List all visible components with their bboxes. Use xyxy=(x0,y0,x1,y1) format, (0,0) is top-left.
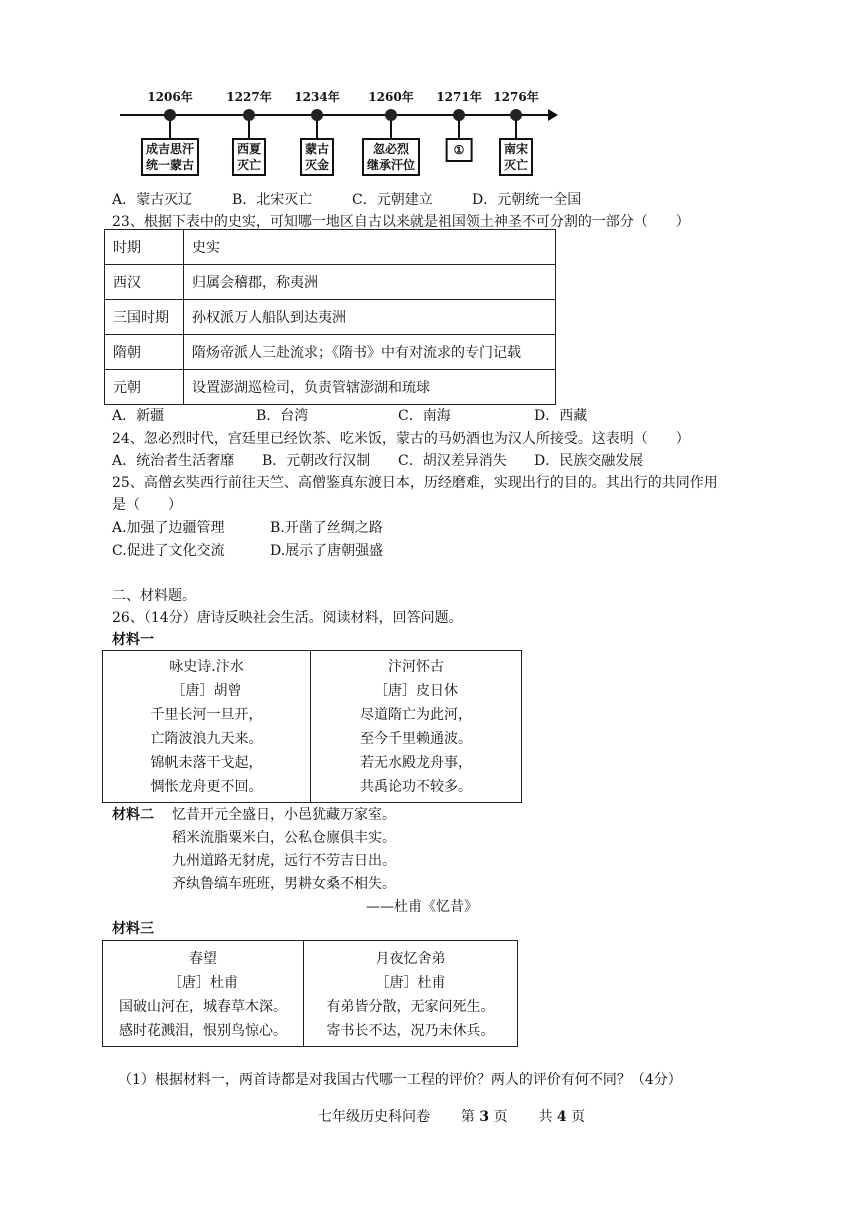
q24-stem: 24、忽必烈时代，宫廷里已经饮茶、吃米饭，蒙古的马奶酒也为汉人所接受。这表明（ ） xyxy=(112,431,690,447)
table-row xyxy=(105,230,556,265)
poem-line: 若无水殿龙舟事， xyxy=(360,755,472,771)
footer-total-suffix: 页 xyxy=(571,1109,586,1125)
q23-option-c: C．南海 xyxy=(398,408,451,424)
timeline-year: 1206年 xyxy=(147,90,193,104)
poem-line: 感时花溅泪，恨别鸟惊心。 xyxy=(119,1023,287,1039)
poem-author: ［唐］胡曾 xyxy=(171,683,242,699)
table-cell: 隋朝 xyxy=(105,335,184,370)
poem-title: 汴河怀古 xyxy=(388,659,444,675)
poem-line: 尽道隋亡为此河， xyxy=(360,707,472,723)
footer-page-suffix: 页 xyxy=(493,1109,508,1125)
timeline-arrow-icon xyxy=(548,109,558,121)
material2-label: 材料二 xyxy=(112,807,154,823)
q24-option-d: D．民族交融发展 xyxy=(534,453,644,469)
timeline-connector xyxy=(458,120,460,138)
poem-left xyxy=(103,941,304,1047)
poem-line: 至今千里赖通波。 xyxy=(360,731,472,747)
q24-option-c: C．胡汉差异消失 xyxy=(398,453,507,469)
poem-line: 寄书长不达，况乃未休兵。 xyxy=(326,1023,495,1039)
material2-line: 稻米流脂粟米白，公私仓廪俱丰实。 xyxy=(172,830,396,846)
timeline-connector xyxy=(316,120,318,138)
timeline-year: 1260年 xyxy=(368,90,414,104)
timeline xyxy=(112,88,572,188)
q22-option-a: A．蒙古灭辽 xyxy=(112,192,193,208)
timeline-axis xyxy=(120,114,550,116)
q25-option-a: A.加强了边疆管理 xyxy=(112,520,225,536)
table-row xyxy=(105,370,556,405)
poem-author: ［唐］杜甫 xyxy=(375,975,446,991)
table-cell: 元朝 xyxy=(105,370,184,405)
timeline-event-box: 蒙古 灭金 xyxy=(300,138,334,176)
poem-right xyxy=(311,651,522,803)
poem-left xyxy=(103,651,311,803)
page-footer xyxy=(318,1106,585,1126)
q23-option-a: A．新疆 xyxy=(112,408,165,424)
table-row xyxy=(105,300,556,335)
table-cell: 孙权派万人船队到达夷洲 xyxy=(184,300,556,335)
q25-stem-line2: 是（ ） xyxy=(112,497,182,513)
material1-poem-table xyxy=(102,650,522,803)
q25-stem-line1: 25、高僧玄奘西行前往天竺、高僧鉴真东渡日本，历经磨难，实现出行的目的。其出行的共同作用 xyxy=(112,475,718,491)
timeline-year: 1227年 xyxy=(226,90,272,104)
timeline-year: 1271年 xyxy=(436,90,482,104)
material2-line: 齐纨鲁缟车班班，男耕女桑不相失。 xyxy=(172,876,396,892)
poem-author: ［唐］杜甫 xyxy=(168,975,238,991)
material3-poem-table xyxy=(102,940,518,1047)
poem-line: 惆怅龙舟更不回。 xyxy=(150,779,263,795)
table-row xyxy=(103,651,522,803)
poem-title: 春望 xyxy=(189,951,217,967)
table-row xyxy=(103,941,518,1047)
poem-line: 锦帆未落干戈起， xyxy=(150,755,263,771)
material2-line: 九州道路无豺虎，远行不劳吉日出。 xyxy=(172,853,396,869)
table-cell: 三国时期 xyxy=(105,300,184,335)
q22-option-d: D．元朝统一全国 xyxy=(472,192,582,208)
table-row xyxy=(105,265,556,300)
poem-title: 咏史诗.汴水 xyxy=(169,659,244,675)
q25-option-c: C.促进了文化交流 xyxy=(112,543,225,559)
q23-option-d: D．西藏 xyxy=(534,408,588,424)
timeline-connector xyxy=(248,120,250,138)
timeline-year: 1234年 xyxy=(294,90,340,104)
table-header-cell: 时期 xyxy=(105,230,184,265)
footer-total-number: 4 xyxy=(556,1109,567,1125)
poem-line: 有弟皆分散，无家问死生。 xyxy=(326,999,495,1015)
table-row xyxy=(105,335,556,370)
material2-source: ——杜甫《忆昔》 xyxy=(366,899,478,915)
q23-stem: 23、根据下表中的史实，可知哪一地区自古以来就是祖国领土神圣不可分割的一部分（ ） xyxy=(112,214,690,230)
table-cell: 隋炀帝派人三赴流求；《隋书》中有对流求的专门记载 xyxy=(184,335,556,370)
timeline-event-box: 南宋 灭亡 xyxy=(499,138,533,176)
timeline-connector xyxy=(169,120,171,138)
q25-option-b: B.开凿了丝绸之路 xyxy=(270,520,383,536)
timeline-event-box: ① xyxy=(446,138,473,162)
poem-line: 千里长河一旦开， xyxy=(150,707,263,723)
poem-line: 共禹论功不较多。 xyxy=(360,779,472,795)
section-heading: 二、材料题。 xyxy=(112,588,196,604)
timeline-year: 1276年 xyxy=(493,90,539,104)
poem-title: 月夜忆舍弟 xyxy=(375,951,446,967)
material1-label: 材料一 xyxy=(112,632,154,648)
table-header-cell: 史实 xyxy=(184,230,556,265)
q24-option-b: B．元朝改行汉制 xyxy=(262,453,371,469)
q26-sub-question-1: （1）根据材料一，两首诗都是对我国古代哪一工程的评价？两人的评价有何不同？（4分） xyxy=(118,1072,682,1088)
history-table xyxy=(104,229,556,405)
q25-option-d: D.展示了唐朝强盛 xyxy=(270,543,384,559)
material3-label: 材料三 xyxy=(112,921,154,937)
timeline-event-box: 忽必烈 继承汗位 xyxy=(362,138,420,176)
q26-stem: 26、（14分）唐诗反映社会生活。阅读材料，回答问题。 xyxy=(112,610,463,626)
material2-line: 忆昔开元全盛日，小邑犹藏万家室。 xyxy=(172,807,396,823)
table-cell: 设置澎湖巡检司，负责管辖澎湖和琉球 xyxy=(184,370,556,405)
poem-line: 亡隋波浪九天来。 xyxy=(150,731,263,747)
timeline-event-box: 成吉思汗 统一蒙古 xyxy=(141,138,199,176)
footer-total-prefix: 共 xyxy=(538,1109,553,1125)
timeline-connector xyxy=(515,120,517,138)
q22-option-b: B．北宋灭亡 xyxy=(232,192,313,208)
table-cell: 西汉 xyxy=(105,265,184,300)
timeline-connector xyxy=(390,120,392,138)
footer-subject: 七年级历史科问卷 xyxy=(318,1109,430,1125)
poem-right xyxy=(304,941,518,1047)
q23-option-b: B．台湾 xyxy=(256,408,309,424)
table-cell: 归属会稽郡，称夷洲 xyxy=(184,265,556,300)
footer-page-number: 3 xyxy=(479,1109,490,1125)
poem-line: 国破山河在，城春草木深。 xyxy=(119,999,287,1015)
footer-page-prefix: 第 xyxy=(460,1109,475,1125)
timeline-event-box: 西夏 灭亡 xyxy=(232,138,266,176)
q24-option-a: A．统治者生活奢靡 xyxy=(112,453,235,469)
poem-author: ［唐］皮日休 xyxy=(374,683,458,699)
q22-option-c: C．元朝建立 xyxy=(352,192,433,208)
